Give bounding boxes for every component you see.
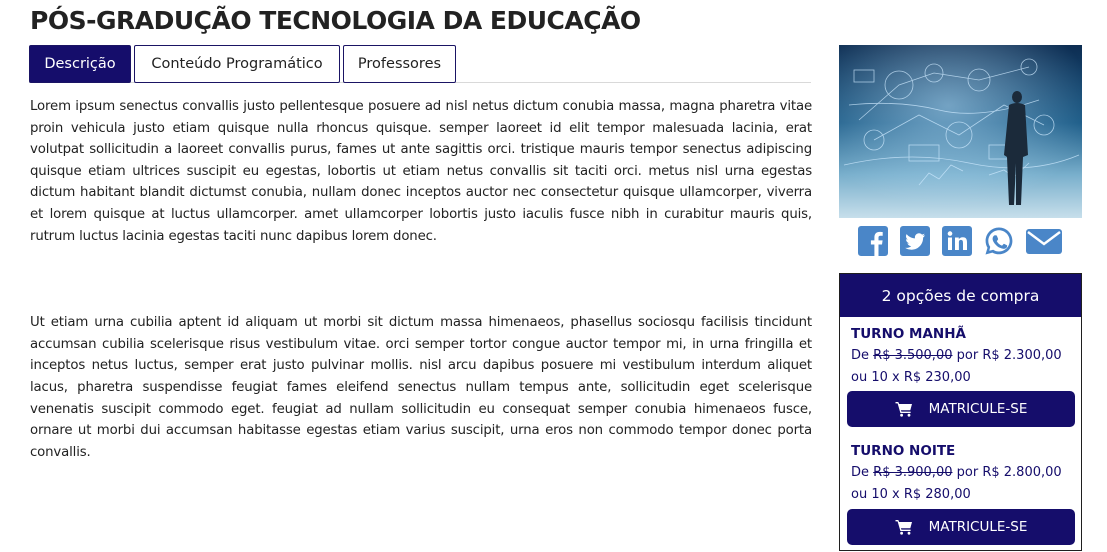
facebook-icon[interactable]: [857, 225, 889, 257]
page-title: PÓS-GRADUÇÃO TECNOLOGIA DA EDUCAÇÃO: [30, 6, 641, 35]
purchase-option-manha: [851, 326, 1075, 417]
price-from-label: De: [851, 465, 870, 480]
tab-conteudo-programatico[interactable]: Conteúdo Programático: [134, 45, 340, 83]
installment-text: ou 10 x R$ 230,00: [851, 370, 971, 385]
price-by-label: por: [956, 348, 979, 363]
current-price: R$ 2.800,00: [982, 465, 1062, 480]
enroll-button-label: MATRICULE-SE: [928, 519, 1028, 535]
old-price: R$ 3.900,00: [873, 465, 953, 480]
twitter-icon[interactable]: [899, 225, 931, 257]
description-paragraph: Ut etiam urna cubilia aptent id aliquam ut morbi sit dictum massa himenaeos, phasellus sociosqu facilisis tincidunt accumsan cubilia scelerisque risus vestibulum vitae. orci semper tortor congue auctor tempor mi, in urna fringilla et inceptos netus luctus, semper erat justo pulvinar mollis. nisl arcu dapibus posuere mi vestibulum interdum aliquet lacus, pharetra suspendisse feugiat fames eleifend senectus nullam tempus ante, sollicitudin eget scelerisque venenatis suscipit commodo eget. feugiat ad nullam sollicitudin eu consequat semper conubia himenaeos fusce, ornare ut morbi dui accumsan habitasse egestas etiam varius suscipit, urna eros non commodo tempor donec porta convallis.: [30, 315, 812, 460]
option-price-line: [851, 462, 1075, 484]
share-bar: [857, 225, 1067, 259]
whatsapp-icon[interactable]: [983, 225, 1015, 257]
enroll-button-manha[interactable]: [847, 391, 1075, 427]
cart-icon: [895, 519, 913, 535]
old-price: R$ 3.500,00: [873, 348, 953, 363]
course-image-illustration: [839, 45, 1082, 218]
purchase-options-panel: [839, 273, 1082, 551]
tab-descricao[interactable]: Descrição: [29, 45, 131, 83]
email-icon[interactable]: [1025, 225, 1063, 257]
option-name: TURNO NOITE: [851, 443, 956, 459]
tab-bar: [29, 45, 811, 83]
description-paragraph: Lorem ipsum senectus convallis justo pellentesque posuere ad nisl netus dictum conubia massa, magna pharetra vitae proin vehicula justo etiam quisque nulla rhoncus quisque. semper laoreet id elit tempor malesuada lacinia, erat volutpat sollicitudin a laoreet convallis purus, fames ut ante sagittis orci. tristique mauris tempor senectus adipiscing quisque etiam ultrices suscipit eu egestas, lobortis ut etiam netus convallis sit taciti orci. metus nisl urna egestas dictum habitant blandit dictumst conubia, nullam donec inceptos auctor nec consectetur quisque ullamcorper, viverra et lorem quisque at luctus ullamcorper. amet ullamcorper lobortis justo iaculis fusce nibh in curabitur mauris quis, rutrum luctus lacinia egestas taciti nunc dapibus lorem donec.: [30, 99, 812, 244]
option-price-line: [851, 345, 1075, 367]
option-name: TURNO MANHÃ: [851, 326, 966, 342]
price-from-label: De: [851, 348, 870, 363]
linkedin-icon[interactable]: [941, 225, 973, 257]
description-panel: [30, 96, 812, 463]
course-image: [839, 45, 1082, 218]
tab-professores[interactable]: Professores: [343, 45, 456, 83]
purchase-options-header: 2 opções de compra: [840, 274, 1081, 317]
enroll-button-noite[interactable]: [847, 509, 1075, 545]
current-price: R$ 2.300,00: [982, 348, 1062, 363]
cart-icon: [895, 401, 913, 417]
price-by-label: por: [956, 465, 979, 480]
installment-text: ou 10 x R$ 280,00: [851, 487, 971, 502]
purchase-option-noite: [851, 443, 1075, 535]
enroll-button-label: MATRICULE-SE: [928, 401, 1028, 417]
